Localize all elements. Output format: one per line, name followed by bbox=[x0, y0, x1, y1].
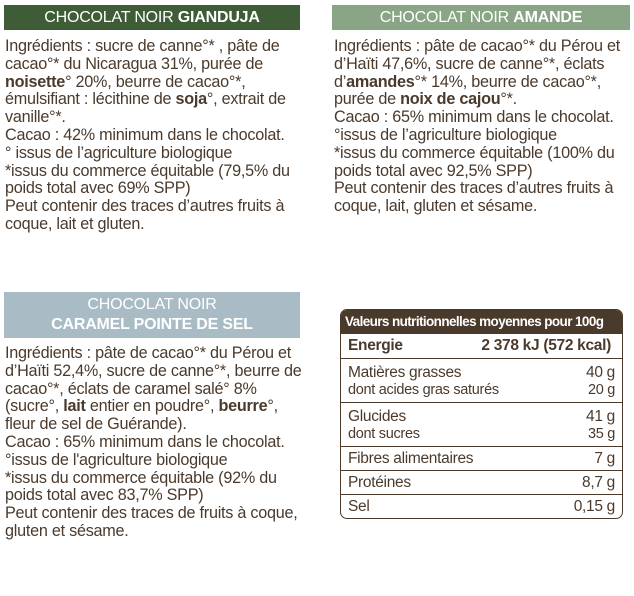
caramel-allergen-lait: lait bbox=[63, 397, 86, 416]
amande-ingredients-part-2: °* 14%, beurre de cacao°*, purée de bbox=[334, 72, 601, 109]
carb-value: 41 g bbox=[586, 407, 615, 425]
gianduja-ingredients-part-1: Ingrédients : sucre de canne°* , pâte de cacao°* du Nicaragua 31%, purée de bbox=[5, 37, 280, 73]
satfat-label: dont acides gras saturés bbox=[348, 381, 499, 398]
gianduja-ingredients-part-3: °, extrait de vanille°*. bbox=[5, 90, 286, 127]
salt-label: Sel bbox=[348, 498, 370, 515]
amande-bio-note: °issus de l’agriculture biologique bbox=[334, 125, 557, 144]
fibre-label: Fibres alimentaires bbox=[348, 450, 474, 467]
caramel-ingredients bbox=[5, 345, 303, 434]
gianduja-allergen-noisette: noisette bbox=[5, 72, 66, 91]
amande-traces-note: Peut contenir des traces d’autres fruits à coque, lait, gluten et sésame. bbox=[334, 179, 614, 216]
nutrition-row-fat bbox=[341, 358, 622, 402]
nutrition-row-salt bbox=[341, 494, 622, 518]
caramel-traces-note: Peut contenir des traces de fruits à coque, gluten et sésame. bbox=[5, 504, 298, 540]
amande-ingredients bbox=[334, 38, 630, 109]
gianduja-description bbox=[5, 38, 303, 234]
nutrition-row-fibre bbox=[341, 446, 622, 470]
nutrition-row-energy bbox=[341, 334, 622, 358]
caramel-title-band bbox=[4, 292, 300, 338]
salt-value: 0,15 g bbox=[573, 498, 615, 515]
protein-label: Protéines bbox=[348, 474, 411, 491]
sugar-line bbox=[348, 426, 615, 442]
fibre-value: 7 g bbox=[594, 450, 615, 467]
gianduja-title-prefix: CHOCOLAT NOIR bbox=[44, 9, 178, 26]
caramel-ingredients-part-1: Ingrédients : pâte de cacao°* du Pérou et d’Haïti 52,4%, sucre de canne°*, beurre de cacao°*, éclats de caramel salé° 8% (sucre°, bbox=[5, 344, 302, 416]
gianduja-equitable-note: *issus du commerce équitable (79,5% du poids total avec 69% SPP) bbox=[5, 161, 290, 198]
nutrition-row-carbs bbox=[341, 402, 622, 446]
fat-label: Matières grasses bbox=[348, 363, 462, 381]
amande-equitable-note: *issus du commerce équitable (100% du poids total avec 92,5% SPP) bbox=[334, 143, 615, 180]
caramel-title-line-1: CHOCOLAT NOIR bbox=[87, 296, 217, 313]
amande-title-bold: AMANDE bbox=[513, 9, 583, 26]
amande-cacao: Cacao : 65% minimum dans le chocolat. bbox=[334, 108, 614, 127]
amande-title-prefix: CHOCOLAT NOIR bbox=[379, 9, 514, 26]
gianduja-bio-note: ° issus de l’agriculture biologique bbox=[5, 143, 233, 162]
fat-value: 40 g bbox=[586, 363, 615, 381]
nutrition-row-protein bbox=[341, 470, 622, 494]
gianduja-cacao: Cacao : 42% minimum dans le chocolat. bbox=[5, 125, 285, 144]
amande-description bbox=[334, 38, 630, 216]
fat-line bbox=[348, 364, 615, 382]
sugar-label: dont sucres bbox=[348, 425, 420, 442]
gianduja-ingredients bbox=[5, 38, 303, 127]
caramel-ingredients-part-3: °, fleur de sel de Guérande). bbox=[5, 397, 278, 434]
amande-allergen-amandes: amandes bbox=[346, 72, 415, 91]
protein-value: 8,7 g bbox=[582, 474, 615, 491]
amande-title-band bbox=[332, 5, 630, 30]
carb-line bbox=[348, 408, 615, 426]
caramel-ingredients-part-2: entier en poudre°, bbox=[85, 397, 219, 416]
caramel-equitable-note: *issus du commerce équitable (92% du poids total avec 83,7% SPP) bbox=[5, 468, 277, 505]
energy-value: 2 378 kJ (572 kcal) bbox=[481, 337, 611, 354]
amande-allergen-cajou: noix de cajou bbox=[400, 90, 501, 109]
caramel-description bbox=[5, 345, 303, 541]
nutrition-header: Valeurs nutritionnelles moyennes pour 100g bbox=[341, 310, 622, 334]
amande-ingredients-part-1: Ingrédients : pâte de cacao°* du Pérou et d’Haïti 47,6%, sucre de canne°*, éclats d’ bbox=[334, 37, 621, 91]
nutrition-table bbox=[340, 309, 623, 519]
gianduja-title-bold: GIANDUJA bbox=[177, 9, 260, 26]
satfat-value: 20 g bbox=[587, 381, 615, 398]
carb-label: Glucides bbox=[348, 407, 406, 425]
amande-ingredients-part-3: °*. bbox=[500, 90, 517, 109]
energy-label: Energie bbox=[348, 337, 403, 354]
caramel-allergen-beurre: beurre bbox=[218, 397, 268, 416]
sugar-value: 35 g bbox=[587, 425, 615, 442]
satfat-line bbox=[348, 382, 615, 398]
gianduja-title-band bbox=[4, 5, 300, 30]
gianduja-traces-note: Peut contenir des traces d’autres fruits à coque, lait et gluten. bbox=[5, 197, 285, 233]
caramel-bio-note: °issus de l'agriculture biologique bbox=[5, 450, 228, 469]
caramel-title-line-2: CARAMEL POINTE DE SEL bbox=[51, 316, 253, 333]
caramel-cacao: Cacao : 65% minimum dans le chocolat. bbox=[5, 432, 285, 451]
gianduja-allergen-soja: soja bbox=[175, 90, 207, 109]
gianduja-ingredients-part-2: ° 20%, beurre de cacao°*, émulsifiant : lécithine de bbox=[5, 72, 246, 109]
